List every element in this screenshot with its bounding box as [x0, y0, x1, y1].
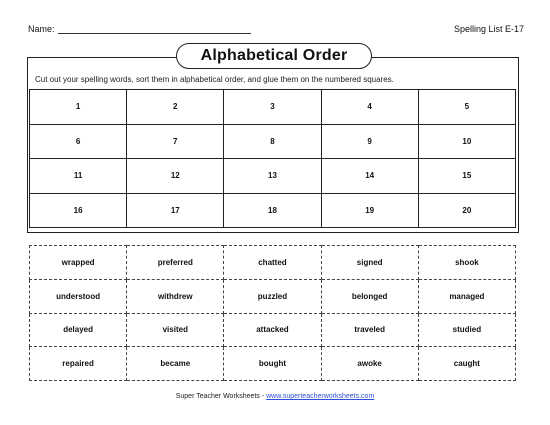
word-card[interactable]: caught: [418, 347, 515, 381]
word-cards-grid: [29, 245, 516, 381]
word-row: [30, 246, 516, 280]
page-title: Alphabetical Order: [176, 43, 372, 69]
numbered-square: 18: [224, 193, 321, 228]
numbered-square: 8: [224, 124, 321, 159]
num-row: [30, 124, 516, 159]
numbered-square: 10: [418, 124, 515, 159]
word-card[interactable]: repaired: [30, 347, 127, 381]
numbered-square: 7: [127, 124, 224, 159]
word-card[interactable]: withdrew: [127, 279, 224, 313]
word-card[interactable]: managed: [418, 279, 515, 313]
numbered-squares-grid: [29, 89, 516, 228]
numbered-square: 3: [224, 90, 321, 125]
numbered-square: 12: [127, 159, 224, 194]
word-card[interactable]: awoke: [321, 347, 418, 381]
word-card[interactable]: chatted: [224, 246, 321, 280]
word-card[interactable]: wrapped: [30, 246, 127, 280]
word-card[interactable]: attacked: [224, 313, 321, 347]
name-field-row: [28, 24, 251, 34]
numbered-square: 9: [321, 124, 418, 159]
word-card[interactable]: bought: [224, 347, 321, 381]
footer-link[interactable]: www.superteacherworksheets.com: [266, 393, 375, 400]
instructions-text: Cut out your spelling words, sort them in alphabetical order, and glue them on the numbered squares.: [35, 75, 394, 84]
word-row: [30, 279, 516, 313]
word-card[interactable]: traveled: [321, 313, 418, 347]
word-card[interactable]: preferred: [127, 246, 224, 280]
numbered-square: 1: [30, 90, 127, 125]
numbered-square: 11: [30, 159, 127, 194]
numbered-square: 13: [224, 159, 321, 194]
word-card[interactable]: visited: [127, 313, 224, 347]
word-card[interactable]: understood: [30, 279, 127, 313]
word-card[interactable]: delayed: [30, 313, 127, 347]
numbered-square: 4: [321, 90, 418, 125]
numbered-square: 6: [30, 124, 127, 159]
numbered-square: 16: [30, 193, 127, 228]
num-row: [30, 193, 516, 228]
numbered-square: 17: [127, 193, 224, 228]
num-row: [30, 90, 516, 125]
word-row: [30, 347, 516, 381]
word-row: [30, 313, 516, 347]
numbered-square: 14: [321, 159, 418, 194]
num-row: [30, 159, 516, 194]
name-label: Name:: [28, 24, 55, 34]
word-card[interactable]: studied: [418, 313, 515, 347]
numbered-square: 5: [418, 90, 515, 125]
numbered-square: 19: [321, 193, 418, 228]
footer: [0, 393, 550, 400]
numbered-square: 20: [418, 193, 515, 228]
word-card[interactable]: belonged: [321, 279, 418, 313]
word-card[interactable]: shook: [418, 246, 515, 280]
footer-text: Super Teacher Worksheets -: [175, 393, 267, 400]
word-card[interactable]: became: [127, 347, 224, 381]
name-blank-line[interactable]: [58, 24, 251, 34]
numbered-square: 2: [127, 90, 224, 125]
word-card[interactable]: signed: [321, 246, 418, 280]
spelling-list-id: Spelling List E-17: [453, 24, 524, 34]
word-card[interactable]: puzzled: [224, 279, 321, 313]
numbered-square: 15: [418, 159, 515, 194]
